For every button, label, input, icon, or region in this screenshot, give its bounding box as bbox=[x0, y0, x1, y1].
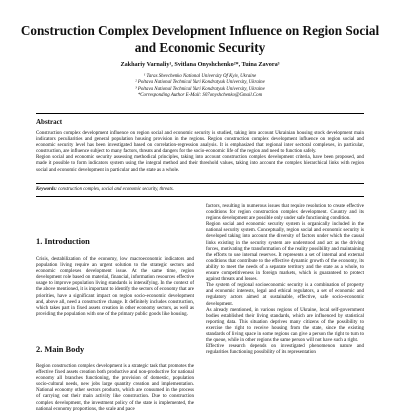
right-paragraph: The system of regional socioeconomic security is a combination of property and economic interests, legal and ethical regulators, a set of economic and regulatory actors aimed at sustainable, effective, safe socio-economic development. bbox=[206, 283, 364, 307]
keywords-line bbox=[36, 187, 364, 193]
keywords-label: Keywords: bbox=[36, 187, 57, 192]
introduction-heading: 1. Introduction bbox=[36, 237, 90, 246]
affiliation-line: ¹ Taras Shevchenko National University Of Kyiv, Ukraine bbox=[143, 74, 257, 79]
keywords-text: construction complex, social and economic security, threats. bbox=[58, 187, 174, 192]
main-body-heading: 2. Main Body bbox=[36, 345, 85, 354]
author-list: Zakhariy Varnaliy¹, Svitlana Onyshchenko²*, Tuina Zavora³ bbox=[120, 61, 280, 68]
right-paragraph: Region social and economic security system is organically included in the national security system. Conceptually, region social and economic security is developed taking into account the diversity of factors under which the causal links existing in the security system are understood and act as the driving forces, motivating the transformation of the reality possibility and maintaining the efforts to use internal reserves. It represents a set of internal and external conditions that contribute to the effective dynamic growth of the economy, its ability to meet the needs of a separate territory and the state as a whole, to ensure competitiveness in foreign markets, which is guaranteed to protect against threats and losses. bbox=[206, 222, 364, 283]
corresponding-author-email: *Corresponding Author E-Mail: S07onyshchenko@Gmail.Com bbox=[137, 93, 263, 99]
right-paragraph: Effective research depends on investigated phenomenon nature and regularities functioning possibility of its representation bbox=[206, 344, 364, 356]
introduction-body bbox=[36, 257, 194, 318]
affiliation-list bbox=[20, 74, 380, 100]
affiliation-line: ³ Poltava National Technical Yuri Kondratyuk University, Ukraine bbox=[135, 86, 265, 92]
right-paragraph: As already mentioned, in various regions of Ukraine, local self-government bodies established their living standards, which are influenced by statistical reporting data. This situation deprives many citizens of the possibility to exercise the right to receive housing from the state, since the existing standards of living space in some regions can give a person the right to turn to the queue, while in other regions the same person will not have such a right. bbox=[206, 307, 364, 344]
main-body-text bbox=[36, 364, 194, 413]
main-body-paragraph: Region construction complex development is a strategic task that promotes the effective fixed assets creation both productive and non-productive for national economy all branches functioning, the provision of domestic, population socio-cultural needs, new jobs large quantity creation and implementation. National economy other sectors products, which are consumed in the process of carrying out their main activity like construction. Due to construction complex development, the investment policy of the state is implemented, the national economy proportions, the scale and pace bbox=[36, 364, 194, 412]
abstract-heading: Abstract bbox=[36, 118, 63, 126]
right-paragraph: factors, resulting in numerous issues that require resolution to create effective conditions for region construction complex development. Country and its regions development are possible only under safe functioning condition. bbox=[206, 204, 364, 222]
right-column-body bbox=[206, 204, 364, 356]
abstract-body bbox=[36, 131, 364, 174]
abstract-paragraph: Region social and economic security assessing methodical principles, taking into account construction complex development criteria, have been proposed, and made it possible to form indicators system using the integral method and their threshold values, taking into account the complex hierarchical links with region social and economic development in particular and the state as a whole. bbox=[36, 155, 364, 173]
affiliation-line: ² Poltava National Technical Yuri Kondratyuk University, Ukraine bbox=[135, 80, 265, 86]
abstract-top-rule bbox=[36, 113, 364, 114]
paper-title: Construction Complex Development Influence on Region Social and Economic Security bbox=[20, 23, 380, 55]
keywords-rule bbox=[36, 183, 364, 184]
introduction-paragraph: Crisis, destabilization of the economy, low macroeconomic indicators and population living require an urgent solution to the strategic sectors and economic complexes development issue. At the same time, region development role based on material, financial, information resources effective usage to improve population living standards is intensifying. In the context of the above mentioned, it is important to identify the sectors of economy that are priorities, have a significant impact on region socio-economic development and, above all, need a constructive change. It definitely includes construction, which takes part in fixed assets creation in other economy sectors, as well as providing the population with one of the primary public goods like housing. bbox=[36, 257, 194, 317]
keywords-bottom-rule bbox=[36, 196, 364, 197]
abstract-paragraph: Construction complex development influence on region social and economic security is studied, taking into account Ukrainian housing stock development main indicators peculiarities and general population housing provision in the regions. Region construction complex development influence on region social and economic security level has been investigated based on correlation-regression analysis. It is emphasized that regional inter sectoral complexes, in particular, construction, are influence subject to many factors, threats and dangers for the socio-economic life of the region and need to function safely. bbox=[36, 131, 364, 155]
